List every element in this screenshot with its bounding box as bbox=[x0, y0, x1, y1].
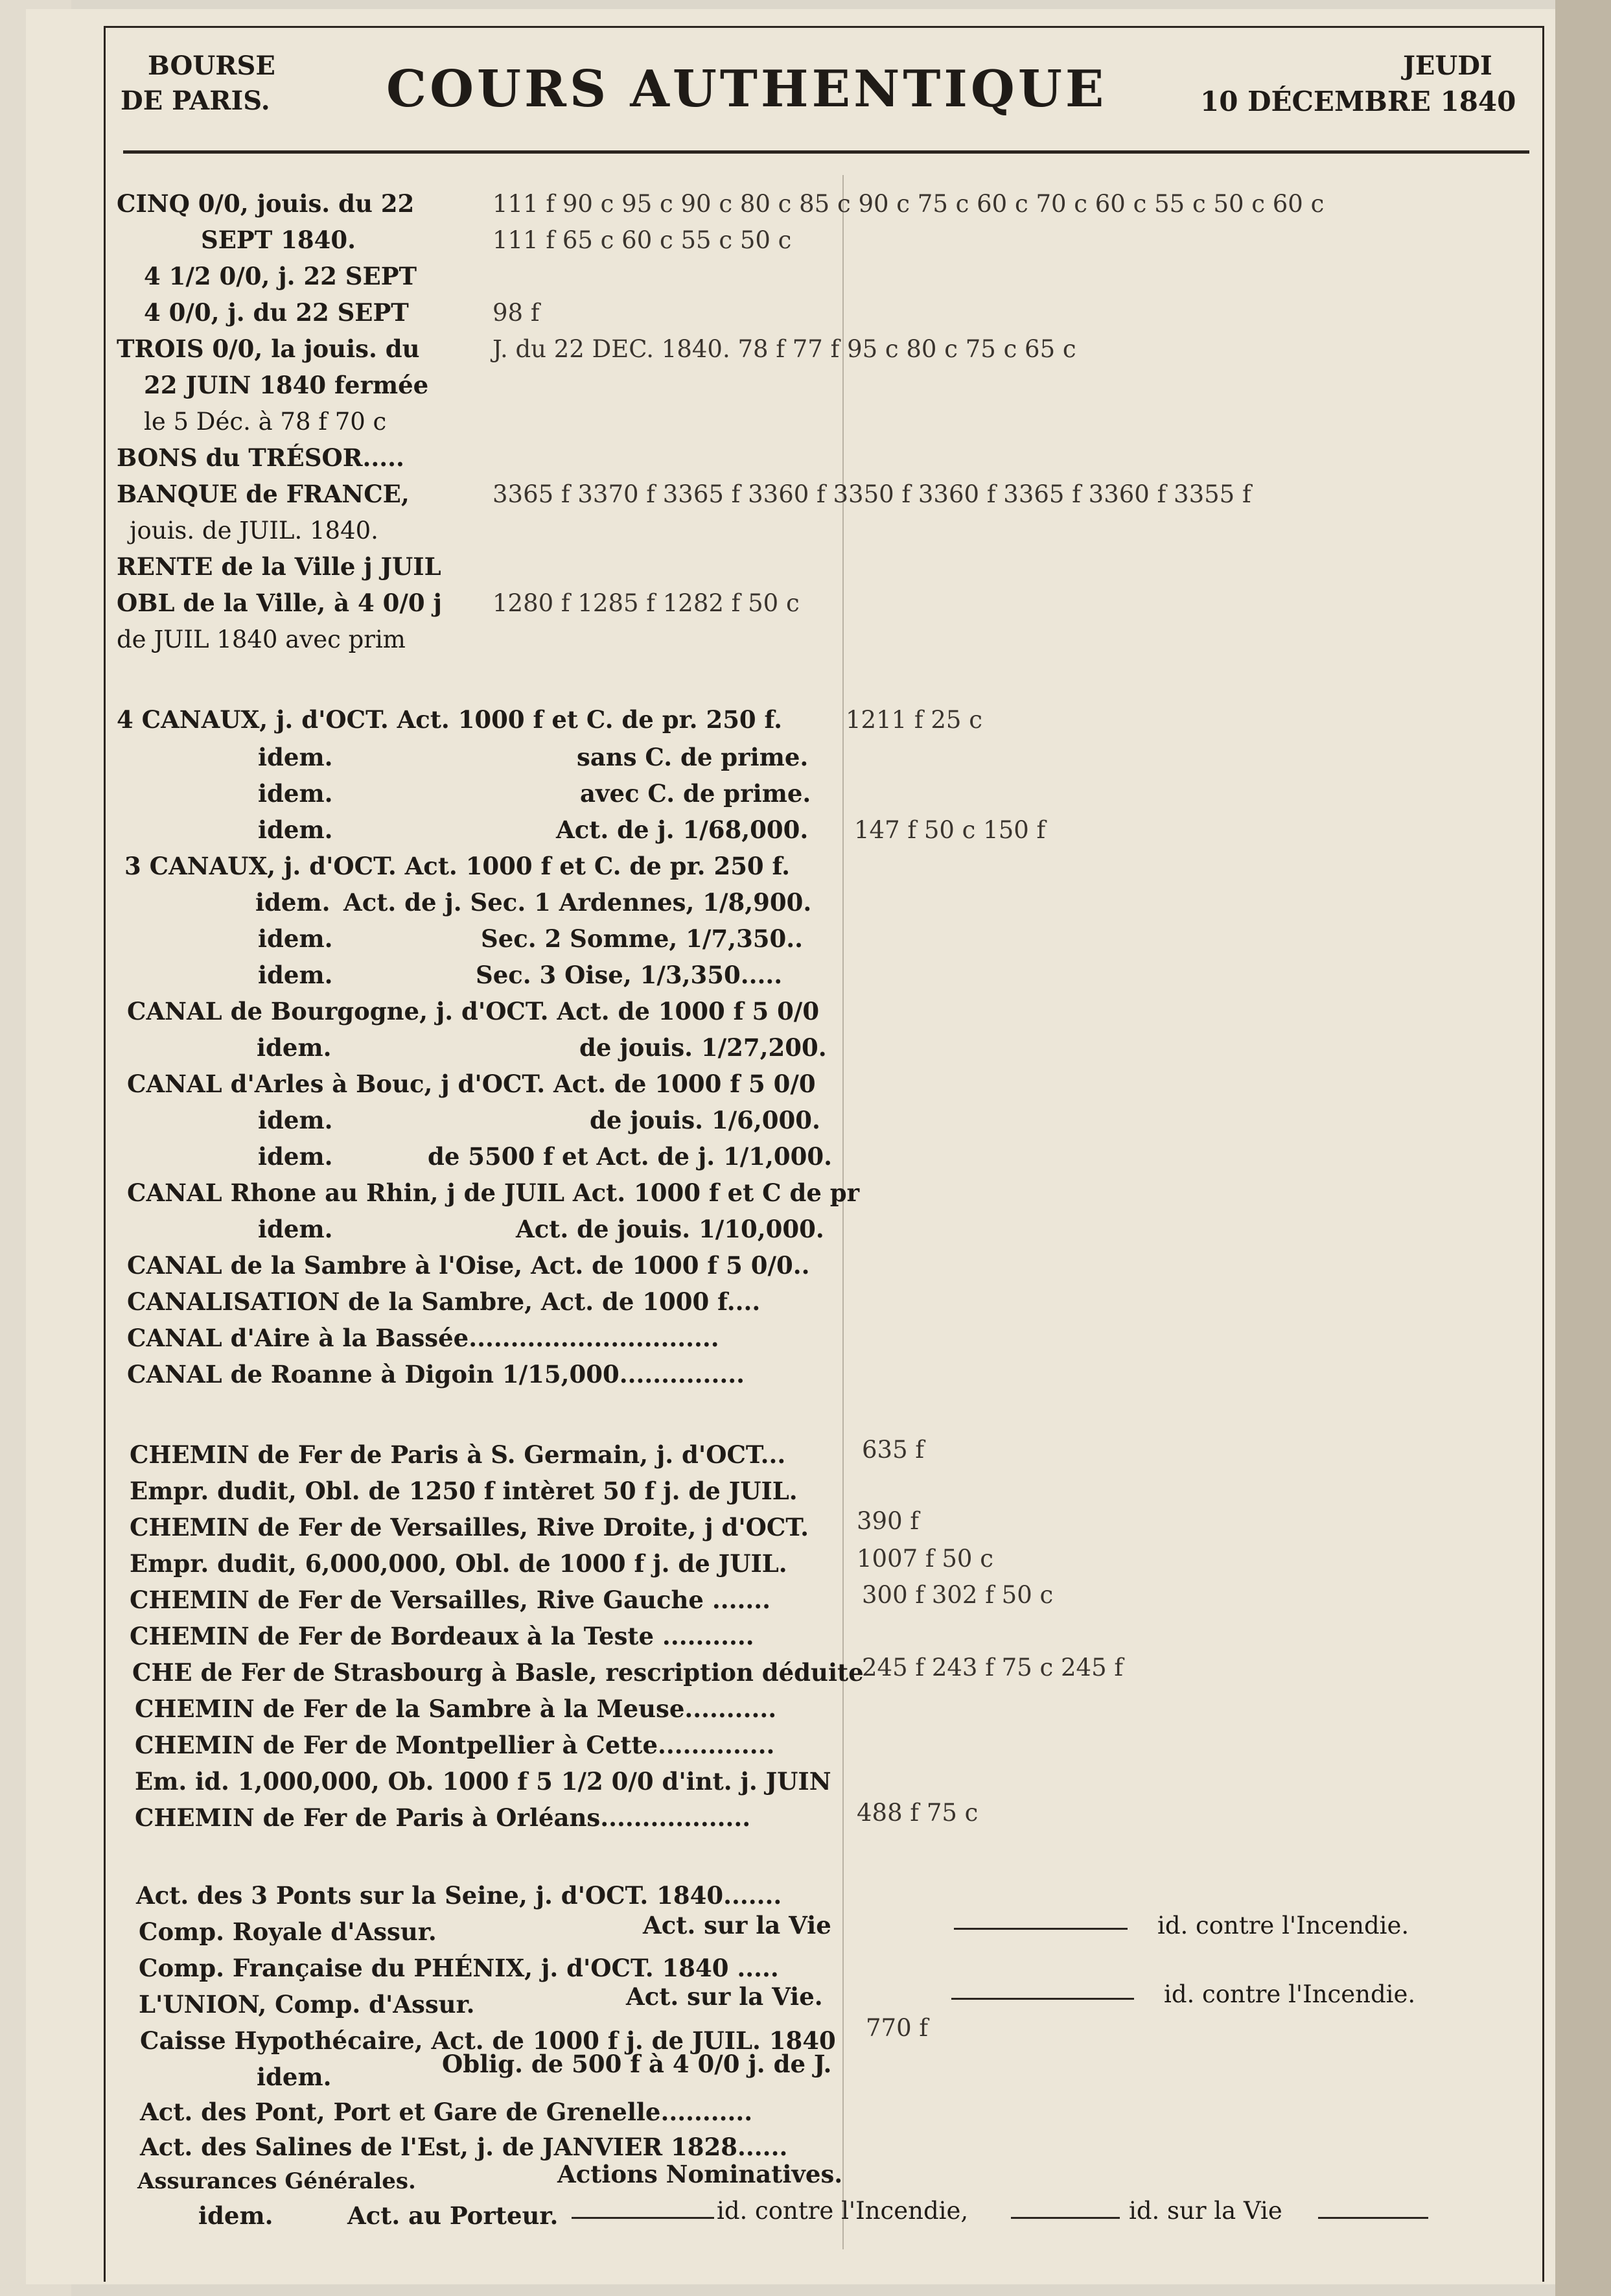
divers-right: id. contre l'Incendie. bbox=[1157, 1912, 1409, 1939]
divers-label: Assurances Générales. bbox=[137, 2168, 416, 2194]
canal-label: 4 CANAUX, j. d'OCT. Act. 1000 f et C. de pr. 250 f. bbox=[117, 705, 783, 734]
canal-label: idem. bbox=[258, 815, 333, 844]
chemin-label: CHEMIN de Fer de Paris à Orléans.................. bbox=[135, 1803, 751, 1832]
header-date: 10 DÉCEMBRE 1840 bbox=[1200, 86, 1516, 117]
canal-detail: Act. de j. Sec. 1 Ardennes, 1/8,900. bbox=[343, 888, 812, 917]
rente-label: OBL de la Ville, à 4 0/0 j bbox=[117, 589, 442, 617]
canal-label: idem. bbox=[258, 924, 333, 953]
header-day: JEUDI bbox=[1403, 51, 1492, 81]
chemin-label: CHEMIN de Fer de Versailles, Rive Droite, j d'OCT. bbox=[130, 1513, 809, 1541]
divers-label: Act. des 3 Ponts sur la Seine, j. d'OCT. 1840....... bbox=[136, 1881, 782, 1910]
canal-label: CANALISATION de la Sambre, Act. de 1000 f.... bbox=[127, 1287, 761, 1316]
canal-detail: avec C. de prime. bbox=[580, 779, 811, 808]
chemin-label: CHEMIN de Fer de Montpellier à Cette.............. bbox=[135, 1731, 775, 1759]
rente-label: BANQUE de FRANCE, bbox=[117, 480, 410, 508]
rente-label: TROIS 0/0, la jouis. du bbox=[117, 334, 420, 363]
rente-label: SEPT 1840. bbox=[201, 226, 356, 254]
blank-line bbox=[572, 2217, 714, 2219]
rente-label: BONS du TRÉSOR..... bbox=[117, 443, 404, 472]
canal-label: idem. bbox=[258, 743, 333, 771]
chemin-label: Empr. dudit, 6,000,000, Obl. de 1000 f j. de JUIL. bbox=[130, 1549, 787, 1578]
canal-label: idem. bbox=[257, 1033, 332, 1062]
rente-prices: 111 f 65 c 60 c 55 c 50 c bbox=[493, 226, 792, 254]
chemin-prices: 300 f 302 f 50 c bbox=[862, 1581, 1054, 1609]
canal-label: 3 CANAUX, j. d'OCT. Act. 1000 f et C. de pr. 250 f. bbox=[124, 852, 791, 880]
rente-label: 22 JUIN 1840 fermée bbox=[144, 371, 429, 399]
frame-right bbox=[1542, 26, 1544, 2282]
divers-label: idem. bbox=[257, 2063, 332, 2091]
canal-label: idem. bbox=[258, 1106, 333, 1134]
header-de-paris: DE PARIS. bbox=[121, 86, 270, 116]
blank-line bbox=[954, 1928, 1128, 1930]
canal-detail: Act. de j. 1/68,000. bbox=[556, 815, 809, 844]
rente-label: jouis. de JUIL. 1840. bbox=[130, 517, 378, 545]
header-rule bbox=[123, 150, 1529, 154]
frame-top bbox=[106, 26, 1544, 28]
chemin-label: CHEMIN de Fer de Bordeaux à la Teste ........... bbox=[130, 1622, 754, 1650]
canal-label: CANAL de la Sambre à l'Oise, Act. de 1000 f 5 0/0.. bbox=[127, 1251, 810, 1280]
rente-label: 4 1/2 0/0, j. 22 SEPT bbox=[144, 262, 417, 290]
canal-detail: de jouis. 1/27,200. bbox=[579, 1033, 827, 1062]
divers-label: Comp. Royale d'Assur. bbox=[139, 1917, 437, 1946]
divers-label: Act. des Salines de l'Est, j. de JANVIER 1828...... bbox=[140, 2133, 788, 2161]
canal-label: CANAL de Roanne à Digoin 1/15,000............... bbox=[127, 1360, 745, 1388]
canal-label: CANAL d'Arles à Bouc, j d'OCT. Act. de 1000 f 5 0/0 bbox=[127, 1070, 816, 1098]
blank-line bbox=[1011, 2217, 1120, 2219]
rente-label: le 5 Déc. à 78 f 70 c bbox=[144, 408, 387, 436]
canal-prices: 147 f 50 c 150 f bbox=[854, 816, 1046, 844]
canal-label: idem. bbox=[255, 888, 330, 917]
canal-detail: de 5500 f et Act. de j. 1/1,000. bbox=[428, 1142, 832, 1171]
chemin-prices: 390 f bbox=[857, 1507, 920, 1535]
frame-left bbox=[104, 26, 106, 2282]
footer-idem: idem. bbox=[198, 2201, 273, 2230]
footer-vie: id. sur la Vie bbox=[1129, 2197, 1282, 2225]
canal-label: idem. bbox=[258, 1142, 333, 1171]
rente-label: de JUIL 1840 avec prim bbox=[117, 626, 406, 653]
divers-detail: Oblig. de 500 f à 4 0/0 j. de J. bbox=[442, 2050, 832, 2078]
page-title: COURS AUTHENTIQUE bbox=[386, 60, 1107, 119]
chemin-prices: 245 f 243 f 75 c 245 f bbox=[862, 1654, 1124, 1681]
footer-incendie: id. contre l'Incendie, bbox=[717, 2197, 969, 2225]
canal-detail: Act. de jouis. 1/10,000. bbox=[516, 1215, 824, 1243]
divers-detail: Act. sur la Vie bbox=[643, 1911, 831, 1939]
rente-label: 4 0/0, j. du 22 SEPT bbox=[144, 298, 409, 327]
canal-label: CANAL d'Aire à la Bassée.............................. bbox=[127, 1324, 719, 1352]
divers-label: Act. des Pont, Port et Gare de Grenelle........... bbox=[140, 2098, 753, 2126]
divers-label: Caisse Hypothécaire, Act. de 1000 f j. de JUIL. 1840 bbox=[140, 2026, 836, 2055]
divers-label: L'UNION, Comp. d'Assur. bbox=[139, 1990, 475, 2019]
rente-prices: 98 f bbox=[493, 299, 540, 327]
canal-detail: Sec. 3 Oise, 1/3,350..... bbox=[476, 961, 783, 989]
divers-detail: Act. sur la Vie. bbox=[626, 1982, 823, 2011]
divers-prices: 770 f bbox=[866, 2014, 929, 2042]
chemin-label: Em. id. 1,000,000, Ob. 1000 f 5 1/2 0/0 d'int. j. JUIN bbox=[135, 1767, 831, 1796]
footer-porteur: Act. au Porteur. bbox=[347, 2201, 559, 2230]
chemin-label: CHE de Fer de Strasbourg à Basle, rescription déduite bbox=[132, 1658, 864, 1687]
blank-line bbox=[951, 1998, 1134, 2000]
canal-label: idem. bbox=[258, 1215, 333, 1243]
rente-prices: 3365 f 3370 f 3365 f 3360 f 3350 f 3360 f 3365 f 3360 f 3355 f bbox=[493, 480, 1251, 508]
rente-prices: J. du 22 DEC. 1840. 78 f 77 f 95 c 80 c 75 c 65 c bbox=[493, 335, 1076, 363]
rente-prices: 111 f 90 c 95 c 90 c 80 c 85 c 90 c 75 c 60 c 70 c 60 c 55 c 50 c 60 c bbox=[493, 190, 1325, 218]
canal-detail: sans C. de prime. bbox=[577, 743, 809, 771]
divers-detail: Actions Nominatives. bbox=[557, 2160, 843, 2188]
book-edge bbox=[1555, 0, 1611, 2296]
canal-detail: de jouis. 1/6,000. bbox=[590, 1106, 820, 1134]
canal-prices: 1211 f 25 c bbox=[846, 706, 982, 734]
canal-label: CANAL Rhone au Rhin, j de JUIL Act. 1000 f et C de pr bbox=[127, 1178, 860, 1207]
divers-right: id. contre l'Incendie. bbox=[1164, 1980, 1416, 2008]
rente-label: RENTE de la Ville j JUIL bbox=[117, 552, 441, 581]
canal-label: idem. bbox=[258, 779, 333, 808]
chemin-label: CHEMIN de Fer de Versailles, Rive Gauche ....... bbox=[130, 1586, 771, 1614]
chemin-label: CHEMIN de Fer de la Sambre à la Meuse........... bbox=[135, 1694, 777, 1723]
header-bourse: BOURSE bbox=[148, 51, 275, 81]
chemin-prices: 635 f bbox=[862, 1436, 925, 1464]
chemin-label: CHEMIN de Fer de Paris à S. Germain, j. d'OCT... bbox=[130, 1440, 786, 1469]
canal-label: CANAL de Bourgogne, j. d'OCT. Act. de 1000 f 5 0/0 bbox=[127, 997, 820, 1025]
blank-line bbox=[1318, 2217, 1428, 2219]
chemin-prices: 1007 f 50 c bbox=[857, 1545, 993, 1573]
divers-label: Comp. Française du PHÉNIX, j. d'OCT. 1840 ..... bbox=[139, 1954, 779, 1982]
chemin-label: Empr. dudit, Obl. de 1250 f intèret 50 f j. de JUIL. bbox=[130, 1477, 798, 1505]
rente-label: CINQ 0/0, jouis. du 22 bbox=[117, 189, 415, 218]
canal-detail: Sec. 2 Somme, 1/7,350.. bbox=[481, 924, 804, 953]
chemin-prices: 488 f 75 c bbox=[857, 1799, 979, 1827]
canal-label: idem. bbox=[258, 961, 333, 989]
rente-prices: 1280 f 1285 f 1282 f 50 c bbox=[493, 589, 800, 617]
